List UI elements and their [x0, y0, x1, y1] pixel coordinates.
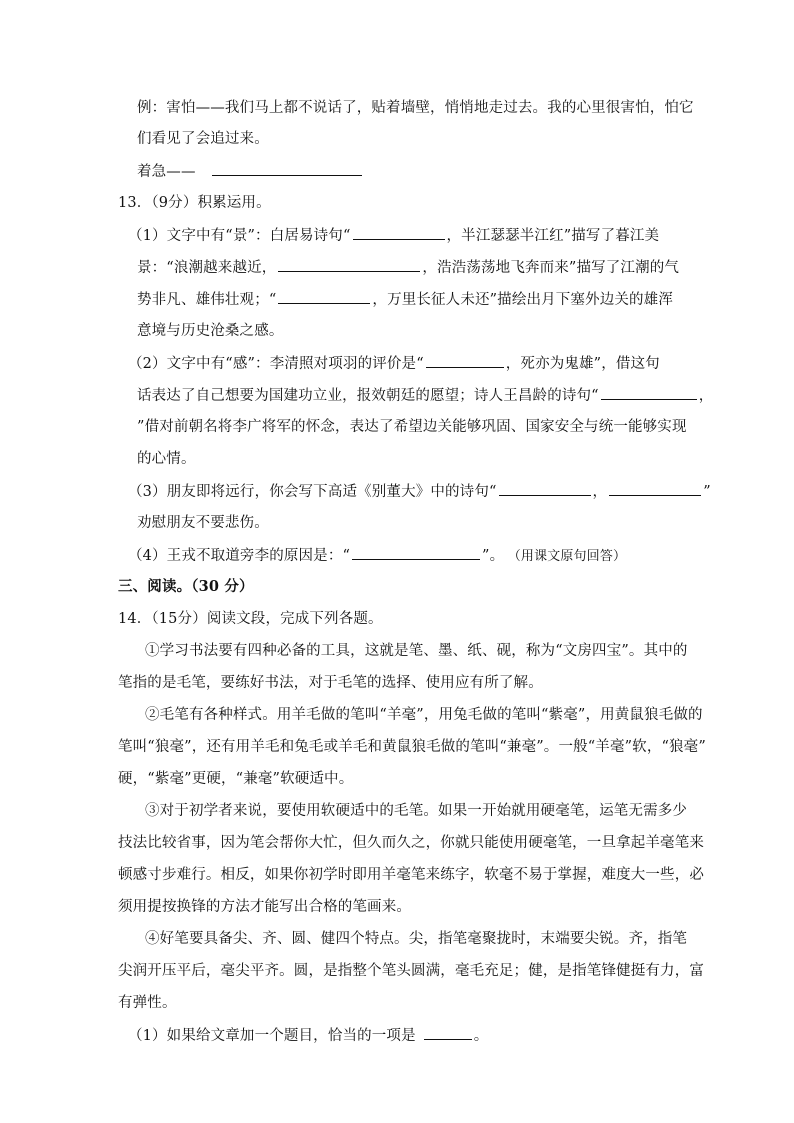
- example-anxious-line: [137, 161, 364, 182]
- q13-part4-line: （4）王戎不取道旁李的原因是：“ ”。 （用课文原句回答）: [128, 545, 626, 567]
- q14-para3-line1: ③对于初学者来说，要使用软硬适中的毛笔。如果一开始就用硬毫笔，运笔无需多少: [145, 803, 688, 819]
- q13-part3-line1: （3）朋友即将远行，你会写下高适《别董大》中的诗句“ ， ”: [128, 481, 711, 502]
- q13-part1-line3: 势非凡、雄伟壮观；“ ，万里长征人未还”描绘出月下塞外边关的雄浑: [137, 289, 673, 310]
- answer-blank[interactable]: [424, 1025, 472, 1040]
- answer-blank[interactable]: [212, 161, 362, 176]
- q14-para4-line2: 尖润开压平后，毫尖平齐。圆，是指整个笔头圆满，毫毛充足；健，是指笔锋健挺有力，富: [118, 963, 704, 979]
- q14-para4-line3: 有弹性。: [118, 995, 177, 1011]
- example-line-2: 们看见了会追过来。: [137, 131, 269, 147]
- example-line-1: 例：害怕——我们马上都不说话了，贴着墙壁，悄悄地走过去。我的心里很害怕，怕它: [137, 100, 694, 116]
- q14-header: 14．（15分）阅读文段，完成下列各题。: [118, 611, 383, 627]
- q14-para2-line3: 硬，“紫毫”更硬，“兼毫”软硬适中。: [118, 771, 354, 787]
- answer-blank[interactable]: [353, 225, 445, 240]
- q13-part2-line4: 的心情。: [137, 451, 196, 467]
- q13-header: 13．（9分）积累运用。: [118, 195, 271, 211]
- q13-part1-line1: （1）文字中有“景”：白居易诗句“ ，半江瑟瑟半江红”描写了暮江美: [128, 225, 659, 246]
- q14-sub1-line: （1）如果给文章加一个题目，恰当的一项是 。: [128, 1025, 488, 1046]
- q13-part2-line2: 话表达了自己想要为国建功立业，报效朝廷的愿望；诗人王昌龄的诗句“ ，: [137, 385, 713, 406]
- answer-blank[interactable]: [278, 289, 370, 304]
- q14-para3-line2: 技法比较省事，因为笔会帮你大忙，但久而久之，你就只能使用硬毫笔，一旦拿起羊毫笔来: [118, 835, 704, 851]
- q14-para4-line1: ④好笔要具备尖、齐、圆、健四个特点。尖，指笔毫聚拢时，末端要尖锐。齐，指笔: [145, 931, 688, 947]
- answer-blank[interactable]: [352, 545, 480, 560]
- answer-blank[interactable]: [601, 385, 697, 400]
- answer-blank[interactable]: [278, 257, 420, 272]
- anxious-prefix: 着急——: [137, 164, 196, 180]
- answer-blank[interactable]: [609, 481, 701, 496]
- section3-title: 三、阅读。（30 分）: [118, 578, 254, 595]
- q14-para2-line1: ②毛笔有各种样式。用羊毛做的笔叫“羊毫”，用兔毛做的笔叫“紫毫”，用黄鼠狼毛做的: [145, 707, 703, 723]
- q13-part2-line3: ”借对前朝名将李广将军的怀念，表达了希望边关能够巩固、国家安全与统一能够实现: [137, 419, 687, 435]
- answer-blank[interactable]: [499, 481, 591, 496]
- q14-para3-line4: 须用提按换锋的方法才能写出合格的笔画来。: [118, 899, 411, 915]
- q13-part3-line2: 劝慰朋友不要悲伤。: [137, 515, 269, 531]
- q13-part2-line1: （2）文字中有“感”：李清照对项羽的评价是“ ，死亦为鬼雄”，借这句: [128, 353, 660, 374]
- answer-blank[interactable]: [426, 353, 504, 368]
- q13-part1-line2: 景：“浪潮越来越近， ，浩浩荡荡地飞奔而来”描写了江潮的气: [137, 257, 679, 278]
- q13-part1-line4: 意境与历史沧桑之感。: [137, 323, 284, 339]
- q14-para2-line2: 笔叫“狼毫”，还有用羊毛和兔毛或羊毛和黄鼠狼毛做的笔叫“兼毫”。一般“羊毫”软，“狼毫”: [118, 739, 706, 755]
- q14-para3-line3: 顿感寸步难行。相反，如果你初学时即用羊毫笔来练字，软毫不易于掌握，难度大一些，必: [118, 867, 704, 883]
- q14-para1-line2: 笔指的是毛笔，要练好书法，对于毛笔的选择、使用应有所了解。: [118, 675, 543, 691]
- q14-para1-line1: ①学习书法要有四种必备的工具，这就是笔、墨、纸、砚，称为“文房四宝”。其中的: [145, 643, 688, 659]
